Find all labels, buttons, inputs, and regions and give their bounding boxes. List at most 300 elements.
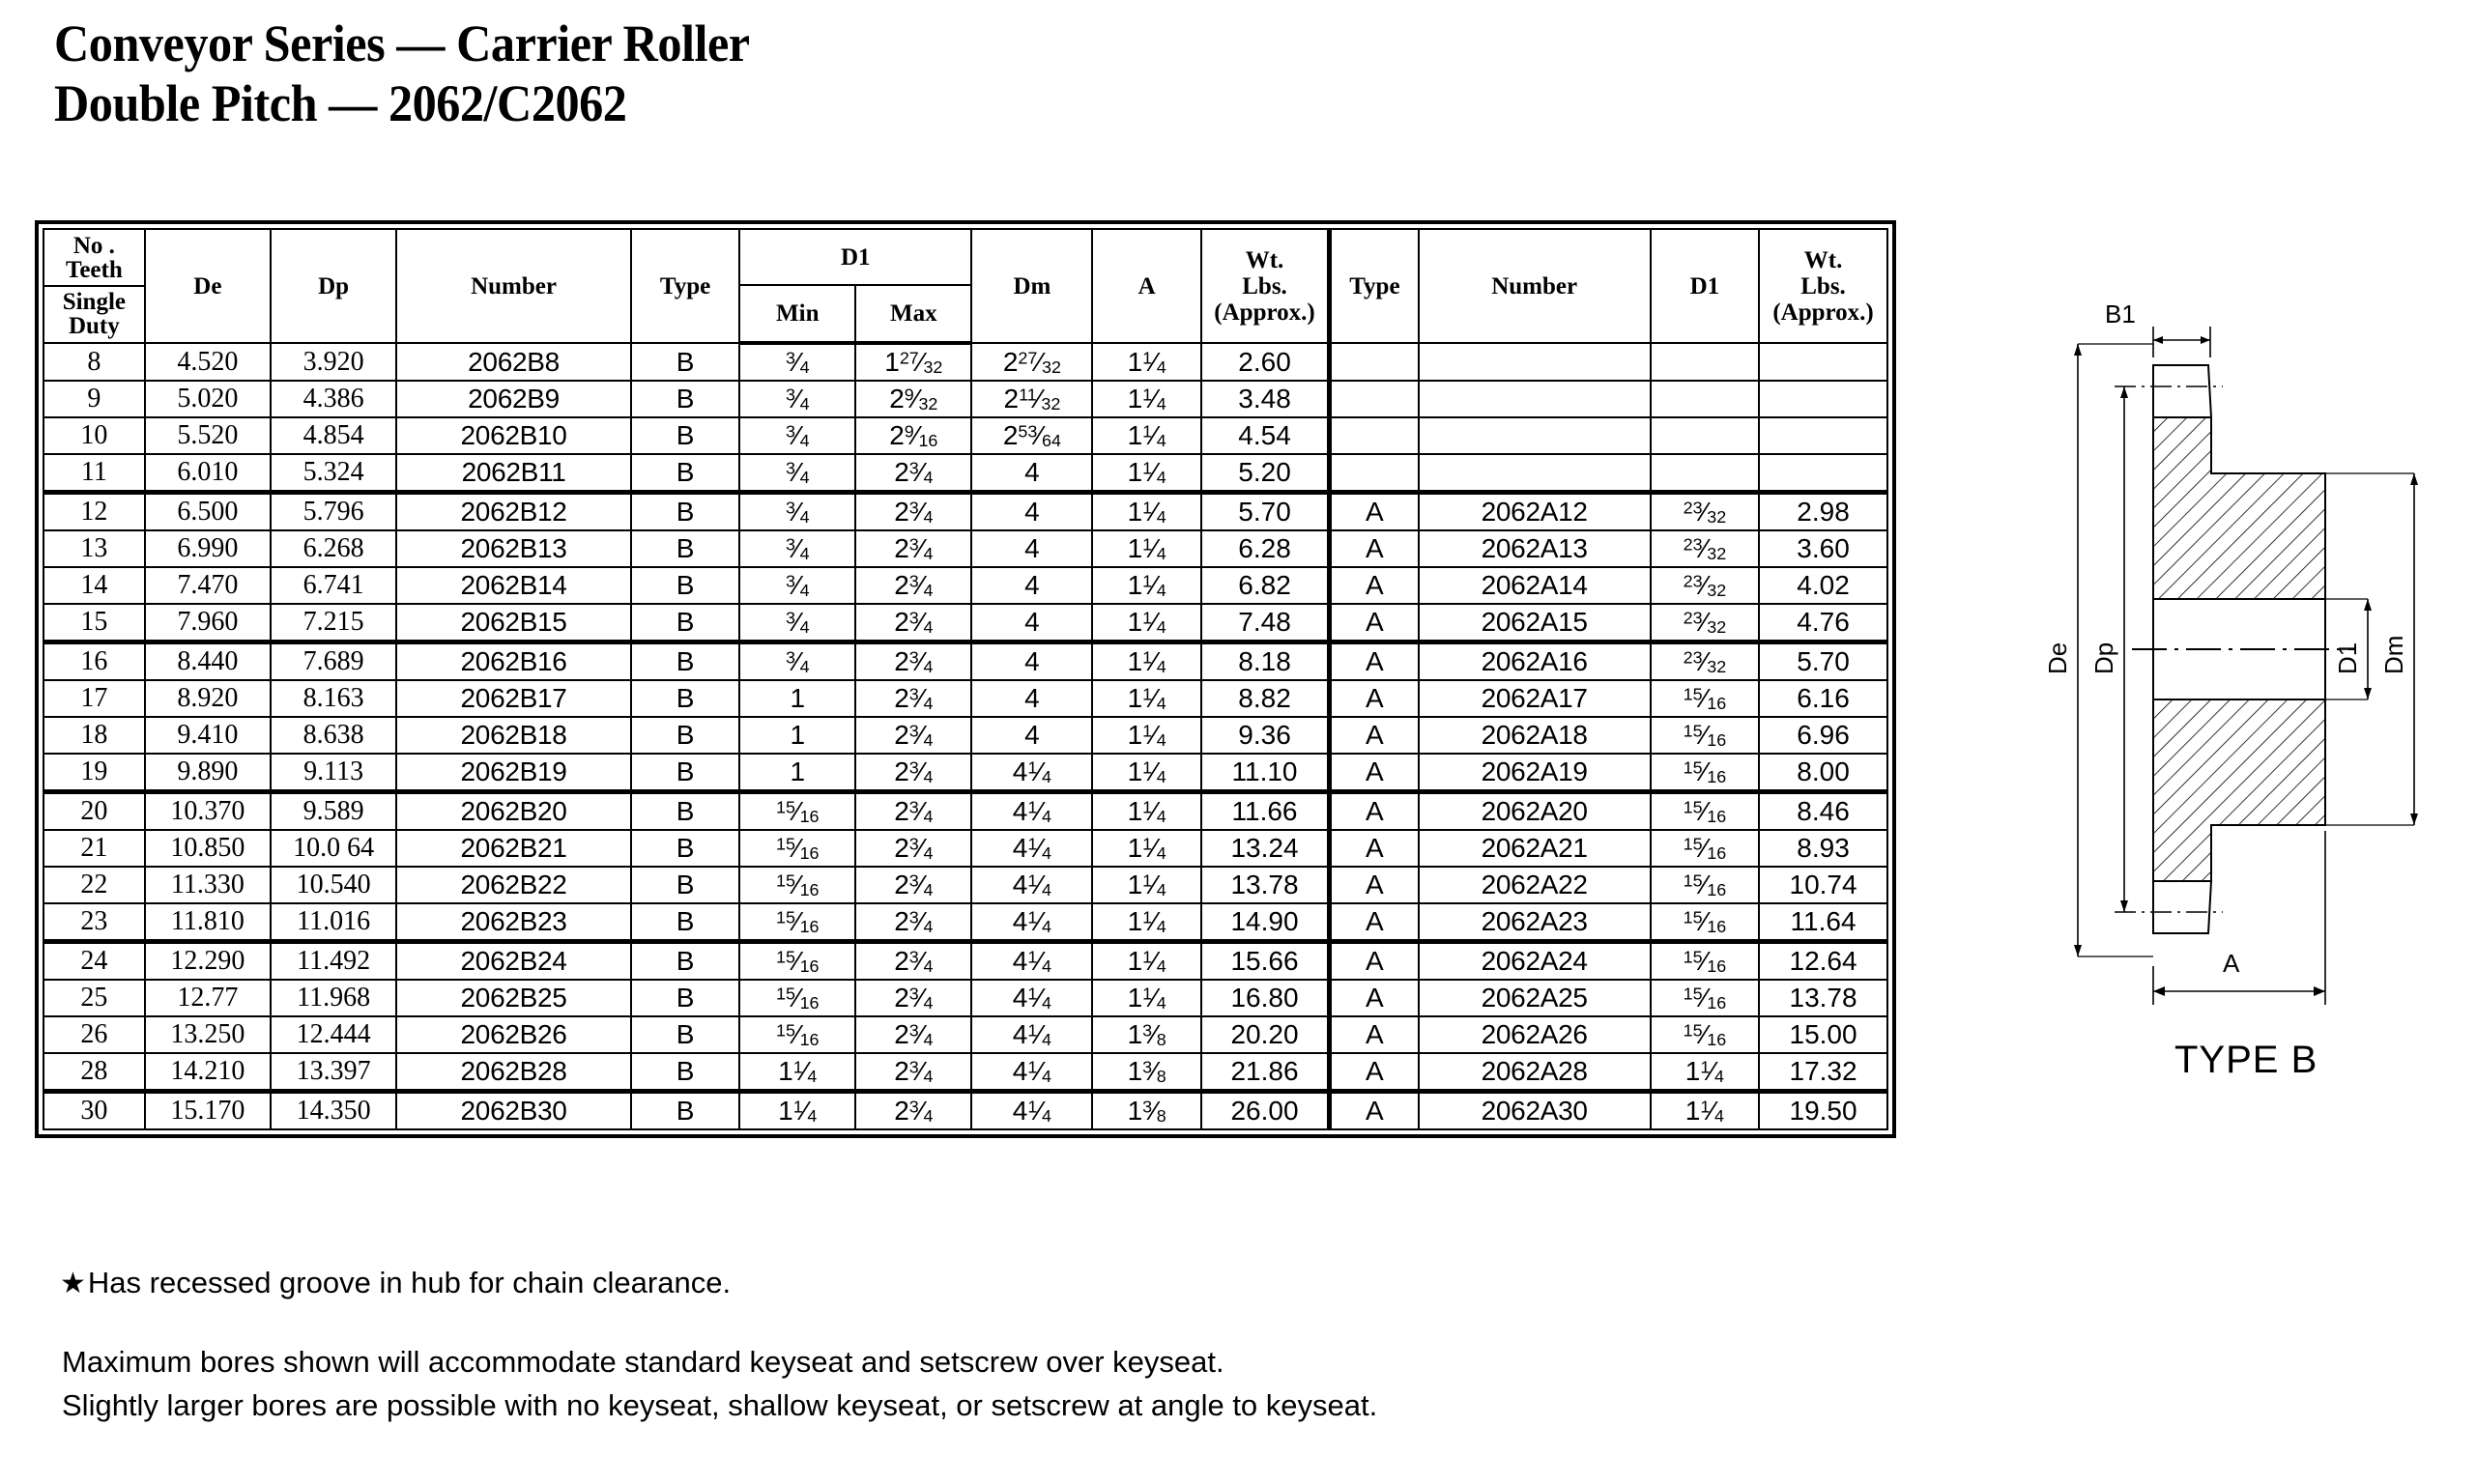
cell-d1-max: $2^3⁄_4$: [855, 980, 971, 1016]
wt-b-line1: Wt.: [1245, 246, 1284, 273]
cell-number-b: 2062B28: [396, 1053, 631, 1092]
cell-type-a: A: [1330, 867, 1419, 903]
col-header-dm: Dm: [971, 229, 1092, 343]
cell-wt-a: 11.64: [1759, 903, 1887, 942]
cell-d1-max: $1^{27}⁄_{32}$: [855, 343, 971, 381]
cell-a: $1^1⁄_4$: [1092, 903, 1200, 942]
cell-type-b: B: [631, 642, 739, 681]
sprocket-spec-table: [43, 228, 1888, 1130]
cell-type-b: B: [631, 792, 739, 831]
cell-dp: 11.016: [271, 903, 396, 942]
cell-no-teeth: 13: [43, 530, 145, 567]
cell-a: $1^1⁄_4$: [1092, 493, 1200, 531]
note-larger-bores: Slightly larger bores are possible with no keyseat, shallow keyseat, or setscrew at angle to keyseat.: [62, 1388, 1378, 1422]
col-header-type-a: Type: [1330, 229, 1419, 343]
cell-dm: $4^1⁄_4$: [971, 830, 1092, 867]
cell-wt-a: 4.02: [1759, 567, 1887, 604]
table-row: [43, 717, 1887, 754]
col-header-a: A: [1092, 229, 1200, 343]
cell-number-b: 2062B9: [396, 381, 631, 417]
cell-dm: 4: [971, 642, 1092, 681]
cell-dm: $2^{27}⁄_{32}$: [971, 343, 1092, 381]
cell-dp: 11.968: [271, 980, 396, 1016]
cell-d1-min: $1^1⁄_4$: [739, 1092, 855, 1130]
cell-de: 6.990: [145, 530, 271, 567]
table-head: [43, 229, 1887, 343]
cell-number-b: 2062B26: [396, 1016, 631, 1053]
cell-wt-b: 26.00: [1201, 1092, 1330, 1130]
no-teeth-sub1: Single: [62, 289, 126, 315]
cell-de: 12.77: [145, 980, 271, 1016]
cell-d1-max: $2^3⁄_4$: [855, 1016, 971, 1053]
cell-d1-a: $^{15}⁄_{16}$: [1651, 867, 1759, 903]
cell-number-a: 2062A21: [1419, 830, 1651, 867]
cell-d1-min: $^3⁄_4$: [739, 642, 855, 681]
col-header-d1-a: D1: [1651, 229, 1759, 343]
table-row: [43, 680, 1887, 717]
sprocket-cross-section-drawing: [1970, 290, 2453, 1063]
cell-wt-b: 5.70: [1201, 493, 1330, 531]
cell-d1-a: $^{15}⁄_{16}$: [1651, 792, 1759, 831]
cell-de: 4.520: [145, 343, 271, 381]
table-row: [43, 417, 1887, 454]
cell-dm: $4^1⁄_4$: [971, 867, 1092, 903]
table-row: [43, 792, 1887, 831]
dim-b1-group: [2105, 300, 2210, 357]
cell-d1-max: $2^3⁄_4$: [855, 642, 971, 681]
cell-dp: 3.920: [271, 343, 396, 381]
cell-dm: 4: [971, 604, 1092, 642]
cell-wt-a: 8.93: [1759, 830, 1887, 867]
cell-type-a: A: [1330, 754, 1419, 792]
cell-dp: 11.492: [271, 942, 396, 981]
cell-type-a: [1330, 381, 1419, 417]
cell-number-b: 2062B24: [396, 942, 631, 981]
cell-de: 11.810: [145, 903, 271, 942]
cell-wt-a: 10.74: [1759, 867, 1887, 903]
cell-wt-b: 8.18: [1201, 642, 1330, 681]
cell-number-a: 2062A26: [1419, 1016, 1651, 1053]
cell-number-a: 2062A18: [1419, 717, 1651, 754]
cell-number-a: 2062A12: [1419, 493, 1651, 531]
cell-dm: 4: [971, 493, 1092, 531]
cell-wt-a: 8.46: [1759, 792, 1887, 831]
cell-number-a: 2062A22: [1419, 867, 1651, 903]
cell-type-a: A: [1330, 493, 1419, 531]
cell-de: 5.520: [145, 417, 271, 454]
col-header-de: De: [145, 229, 271, 343]
table-row: [43, 343, 1887, 381]
cell-type-b: B: [631, 343, 739, 381]
cell-de: 6.010: [145, 454, 271, 493]
cell-type-b: B: [631, 942, 739, 981]
wt-a-line3: (Approx.): [1772, 299, 1874, 326]
cell-type-b: B: [631, 381, 739, 417]
table-row: [43, 642, 1887, 681]
cell-d1-a: $^{15}⁄_{16}$: [1651, 1016, 1759, 1053]
cell-wt-b: 3.48: [1201, 381, 1330, 417]
cell-type-b: B: [631, 454, 739, 493]
col-header-d1-max: Max: [855, 285, 971, 343]
col-header-number-a: Number: [1419, 229, 1651, 343]
cell-a: $1^1⁄_4$: [1092, 792, 1200, 831]
header-row-1: [43, 229, 1887, 285]
cell-d1-max: $2^3⁄_4$: [855, 942, 971, 981]
dim-label-de: De: [2043, 642, 2072, 674]
title-line-1: Conveyor Series — Carrier Roller: [54, 14, 750, 72]
cell-a: $1^1⁄_4$: [1092, 604, 1200, 642]
cell-d1-min: $^{15}⁄_{16}$: [739, 980, 855, 1016]
cell-number-b: 2062B19: [396, 754, 631, 792]
cell-dp: 14.350: [271, 1092, 396, 1130]
cell-number-a: [1419, 454, 1651, 493]
cell-dm: $4^1⁄_4$: [971, 1053, 1092, 1092]
cell-a: $1^1⁄_4$: [1092, 642, 1200, 681]
cell-a: $1^1⁄_4$: [1092, 867, 1200, 903]
cell-wt-a: 12.64: [1759, 942, 1887, 981]
cell-de: 8.440: [145, 642, 271, 681]
cell-number-a: 2062A28: [1419, 1053, 1651, 1092]
table-row: [43, 1053, 1887, 1092]
cell-type-a: A: [1330, 1053, 1419, 1092]
cell-number-a: 2062A24: [1419, 942, 1651, 981]
cell-de: 10.370: [145, 792, 271, 831]
cell-type-b: B: [631, 1016, 739, 1053]
table-row: [43, 1016, 1887, 1053]
cell-number-b: 2062B22: [396, 867, 631, 903]
cell-no-teeth: 20: [43, 792, 145, 831]
cell-a: $1^1⁄_4$: [1092, 567, 1200, 604]
cell-dm: $4^1⁄_4$: [971, 1016, 1092, 1053]
cell-number-b: 2062B8: [396, 343, 631, 381]
spec-table-container: [35, 220, 1896, 1138]
cell-type-a: [1330, 343, 1419, 381]
cell-dm: 4: [971, 680, 1092, 717]
cell-dm: $4^1⁄_4$: [971, 980, 1092, 1016]
cell-type-b: B: [631, 680, 739, 717]
cell-wt-a: 2.98: [1759, 493, 1887, 531]
cell-d1-a: $^{15}⁄_{16}$: [1651, 717, 1759, 754]
cell-wt-b: 2.60: [1201, 343, 1330, 381]
cell-d1-min: $^{15}⁄_{16}$: [739, 903, 855, 942]
dim-d1-group: [2325, 599, 2372, 699]
cell-d1-max: $2^3⁄_4$: [855, 717, 971, 754]
cell-de: 9.410: [145, 717, 271, 754]
cell-type-b: B: [631, 604, 739, 642]
cell-d1-max: $2^3⁄_4$: [855, 1092, 971, 1130]
cell-dp: 13.397: [271, 1053, 396, 1092]
cell-type-a: A: [1330, 567, 1419, 604]
cell-a: $1^1⁄_4$: [1092, 754, 1200, 792]
cell-de: 9.890: [145, 754, 271, 792]
cell-d1-max: $2^3⁄_4$: [855, 567, 971, 604]
cell-d1-max: $2^3⁄_4$: [855, 530, 971, 567]
drawing-caption: TYPE B: [2174, 1039, 2318, 1081]
cell-number-b: 2062B12: [396, 493, 631, 531]
cell-wt-b: 8.82: [1201, 680, 1330, 717]
table-row: [43, 604, 1887, 642]
cell-type-b: B: [631, 867, 739, 903]
cell-d1-max: $2^3⁄_4$: [855, 493, 971, 531]
cell-no-teeth: 22: [43, 867, 145, 903]
cell-wt-a: 4.76: [1759, 604, 1887, 642]
cell-no-teeth: 25: [43, 980, 145, 1016]
cell-number-a: 2062A14: [1419, 567, 1651, 604]
cell-dm: $4^1⁄_4$: [971, 1092, 1092, 1130]
wt-a-line2: Lbs.: [1800, 272, 1846, 300]
cell-no-teeth: 18: [43, 717, 145, 754]
table-row: [43, 980, 1887, 1016]
cell-d1-max: $2^3⁄_4$: [855, 830, 971, 867]
cell-wt-a: 8.00: [1759, 754, 1887, 792]
cell-d1-min: 1: [739, 754, 855, 792]
cell-number-a: 2062A30: [1419, 1092, 1651, 1130]
cell-number-b: 2062B11: [396, 454, 631, 493]
cell-d1-max: $2^3⁄_4$: [855, 1053, 971, 1092]
cell-no-teeth: 14: [43, 567, 145, 604]
cell-number-b: 2062B20: [396, 792, 631, 831]
cell-de: 10.850: [145, 830, 271, 867]
cell-dp: 9.113: [271, 754, 396, 792]
cell-d1-min: 1: [739, 680, 855, 717]
cell-no-teeth: 9: [43, 381, 145, 417]
cell-dp: 4.854: [271, 417, 396, 454]
cell-type-a: A: [1330, 642, 1419, 681]
cell-type-a: A: [1330, 942, 1419, 981]
cell-type-a: A: [1330, 530, 1419, 567]
cell-number-a: 2062A15: [1419, 604, 1651, 642]
col-header-wt-a: [1759, 229, 1887, 343]
cell-number-b: 2062B15: [396, 604, 631, 642]
wt-a-line1: Wt.: [1803, 246, 1843, 273]
table-row: [43, 942, 1887, 981]
cell-d1-min: 1: [739, 717, 855, 754]
cell-d1-a: $1^1⁄_4$: [1651, 1053, 1759, 1092]
page-title: [54, 14, 802, 133]
table-row: [43, 1092, 1887, 1130]
col-header-number-b: Number: [396, 229, 631, 343]
cell-dm: 4: [971, 530, 1092, 567]
cell-dm: $4^1⁄_4$: [971, 903, 1092, 942]
cell-dp: 7.215: [271, 604, 396, 642]
cell-type-b: B: [631, 754, 739, 792]
cell-number-a: [1419, 417, 1651, 454]
cell-no-teeth: 8: [43, 343, 145, 381]
cell-dp: 8.638: [271, 717, 396, 754]
cell-wt-a: 13.78: [1759, 980, 1887, 1016]
table-row: [43, 867, 1887, 903]
cell-wt-a: 17.32: [1759, 1053, 1887, 1092]
cell-wt-b: 16.80: [1201, 980, 1330, 1016]
cell-de: 6.500: [145, 493, 271, 531]
cell-number-a: 2062A17: [1419, 680, 1651, 717]
cell-type-b: B: [631, 1092, 739, 1130]
cell-wt-b: 11.10: [1201, 754, 1330, 792]
cell-a: $1^1⁄_4$: [1092, 680, 1200, 717]
cell-dm: 4: [971, 454, 1092, 493]
cell-no-teeth: 17: [43, 680, 145, 717]
dim-label-dp: Dp: [2089, 642, 2118, 674]
cell-dm: $4^1⁄_4$: [971, 942, 1092, 981]
type-b-sprocket-svg: [1970, 290, 2453, 1063]
cell-no-teeth: 21: [43, 830, 145, 867]
table-row: [43, 567, 1887, 604]
cell-number-b: 2062B23: [396, 903, 631, 942]
cell-d1-max: $2^3⁄_4$: [855, 604, 971, 642]
cell-type-a: A: [1330, 1016, 1419, 1053]
tooth-lower-outline: [2153, 881, 2211, 933]
cell-type-b: B: [631, 567, 739, 604]
cell-wt-b: 6.82: [1201, 567, 1330, 604]
cell-dp: 4.386: [271, 381, 396, 417]
cell-dm: $2^{11}⁄_{32}$: [971, 381, 1092, 417]
cell-wt-a: [1759, 454, 1887, 493]
cell-dp: 6.741: [271, 567, 396, 604]
table-row: [43, 454, 1887, 493]
cell-dp: 5.324: [271, 454, 396, 493]
cell-wt-b: 4.54: [1201, 417, 1330, 454]
cell-d1-a: $^{15}⁄_{16}$: [1651, 680, 1759, 717]
cell-d1-min: $^3⁄_4$: [739, 604, 855, 642]
cell-d1-min: $^3⁄_4$: [739, 530, 855, 567]
cell-wt-b: 15.66: [1201, 942, 1330, 981]
cell-d1-min: $^3⁄_4$: [739, 381, 855, 417]
cell-a: $1^3⁄_8$: [1092, 1053, 1200, 1092]
cell-dm: $4^1⁄_4$: [971, 754, 1092, 792]
cell-dp: 12.444: [271, 1016, 396, 1053]
cell-de: 7.960: [145, 604, 271, 642]
table-row: [43, 903, 1887, 942]
cell-no-teeth: 11: [43, 454, 145, 493]
cell-a: $1^1⁄_4$: [1092, 417, 1200, 454]
wt-b-line2: Lbs.: [1242, 272, 1287, 300]
cell-no-teeth: 16: [43, 642, 145, 681]
table-row: [43, 530, 1887, 567]
cell-d1-min: $^3⁄_4$: [739, 493, 855, 531]
cell-d1-a: [1651, 343, 1759, 381]
col-header-dp: Dp: [271, 229, 396, 343]
cell-no-teeth: 15: [43, 604, 145, 642]
no-teeth-line1: No .: [72, 233, 115, 259]
cell-wt-a: 3.60: [1759, 530, 1887, 567]
cell-d1-a: $^{23}⁄_{32}$: [1651, 493, 1759, 531]
cell-de: 15.170: [145, 1092, 271, 1130]
table-row: [43, 381, 1887, 417]
note-recessed-groove: [60, 1266, 731, 1300]
hub-upper-section: [2153, 417, 2325, 599]
cell-wt-b: 20.20: [1201, 1016, 1330, 1053]
cell-a: $1^1⁄_4$: [1092, 942, 1200, 981]
cell-wt-b: 11.66: [1201, 792, 1330, 831]
cell-d1-min: $^{15}⁄_{16}$: [739, 1016, 855, 1053]
cell-type-b: B: [631, 717, 739, 754]
cell-type-b: B: [631, 530, 739, 567]
cell-wt-a: 6.16: [1759, 680, 1887, 717]
hub-lower-section: [2153, 699, 2325, 881]
col-header-d1-min: Min: [739, 285, 855, 343]
cell-type-a: A: [1330, 604, 1419, 642]
cell-wt-a: 19.50: [1759, 1092, 1887, 1130]
cell-type-b: B: [631, 830, 739, 867]
dim-dp-group: [2089, 386, 2128, 912]
cell-de: 5.020: [145, 381, 271, 417]
cell-number-b: 2062B13: [396, 530, 631, 567]
col-header-type-b: Type: [631, 229, 739, 343]
cell-number-b: 2062B16: [396, 642, 631, 681]
cell-d1-a: $^{23}⁄_{32}$: [1651, 604, 1759, 642]
dim-label-dm: Dm: [2379, 635, 2408, 674]
cell-de: 14.210: [145, 1053, 271, 1092]
cell-type-a: A: [1330, 903, 1419, 942]
cell-d1-min: $^{15}⁄_{16}$: [739, 830, 855, 867]
cell-type-a: A: [1330, 792, 1419, 831]
cell-wt-b: 13.24: [1201, 830, 1330, 867]
cell-d1-min: $1^1⁄_4$: [739, 1053, 855, 1092]
cell-d1-a: $1^1⁄_4$: [1651, 1092, 1759, 1130]
cell-d1-a: [1651, 417, 1759, 454]
cell-dp: 9.589: [271, 792, 396, 831]
cell-type-a: [1330, 454, 1419, 493]
cell-number-a: 2062A23: [1419, 903, 1651, 942]
cell-d1-a: [1651, 381, 1759, 417]
cell-type-b: B: [631, 493, 739, 531]
cell-wt-b: 9.36: [1201, 717, 1330, 754]
cell-number-b: 2062B25: [396, 980, 631, 1016]
cell-d1-a: $^{23}⁄_{32}$: [1651, 530, 1759, 567]
cell-a: $1^1⁄_4$: [1092, 717, 1200, 754]
cell-number-b: 2062B21: [396, 830, 631, 867]
cell-wt-b: 7.48: [1201, 604, 1330, 642]
cell-number-a: 2062A13: [1419, 530, 1651, 567]
cell-number-a: 2062A20: [1419, 792, 1651, 831]
cell-wt-b: 14.90: [1201, 903, 1330, 942]
cell-dm: $2^{53}⁄_{64}$: [971, 417, 1092, 454]
tooth-upper-outline: [2153, 365, 2211, 417]
cell-a: $1^1⁄_4$: [1092, 343, 1200, 381]
cell-de: 8.920: [145, 680, 271, 717]
cell-number-a: [1419, 343, 1651, 381]
cell-d1-max: $2^3⁄_4$: [855, 867, 971, 903]
cell-number-a: [1419, 381, 1651, 417]
cell-wt-a: 15.00: [1759, 1016, 1887, 1053]
cell-type-a: A: [1330, 717, 1419, 754]
cell-d1-max: $2^3⁄_4$: [855, 754, 971, 792]
table-row: [43, 830, 1887, 867]
cell-d1-max: $2^3⁄_4$: [855, 792, 971, 831]
cell-type-b: B: [631, 1053, 739, 1092]
no-teeth-line2: Teeth: [65, 257, 123, 283]
cell-a: $1^1⁄_4$: [1092, 830, 1200, 867]
cell-type-b: B: [631, 417, 739, 454]
cell-d1-a: $^{15}⁄_{16}$: [1651, 903, 1759, 942]
cell-d1-min: $^3⁄_4$: [739, 454, 855, 493]
cell-d1-max: $2^3⁄_4$: [855, 903, 971, 942]
cell-a: $1^1⁄_4$: [1092, 980, 1200, 1016]
cell-de: 11.330: [145, 867, 271, 903]
cell-d1-a: $^{23}⁄_{32}$: [1651, 642, 1759, 681]
cell-no-teeth: 19: [43, 754, 145, 792]
cell-no-teeth: 12: [43, 493, 145, 531]
cell-wt-a: [1759, 343, 1887, 381]
col-header-no-teeth: [43, 229, 145, 343]
cell-dp: 10.540: [271, 867, 396, 903]
cell-de: 7.470: [145, 567, 271, 604]
table-row: [43, 754, 1887, 792]
col-header-wt-b: [1201, 229, 1330, 343]
cell-type-a: A: [1330, 680, 1419, 717]
cell-wt-a: [1759, 381, 1887, 417]
cell-no-teeth: 10: [43, 417, 145, 454]
